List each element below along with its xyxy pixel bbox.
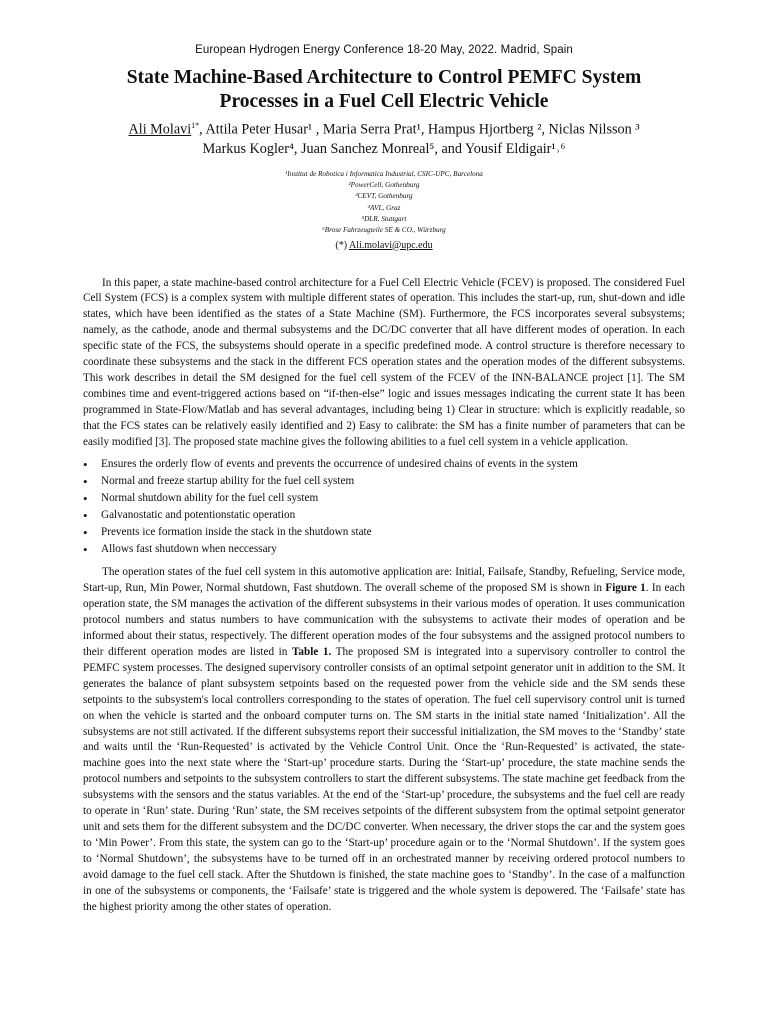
abilities-list bbox=[83, 456, 685, 558]
list-item: • Allows fast shutdown when neccessary bbox=[83, 541, 685, 558]
affiliation-3: ³CEVT, Gothenburg bbox=[355, 192, 413, 201]
affiliation-4: ⁴AVL, Graz bbox=[367, 203, 401, 212]
paper-title-line-2: Processes in a Fuel Cell Electric Vehicle bbox=[219, 91, 549, 112]
paragraph-2-part-c: The proposed SM is integrated into a supervisory controller to control the PEMFC system processes. The designed supervisory controller consists of an optimal setpoint generator unit in addition to the SM. It generates the balance of plant subsystem setpoints based on the requested power from the vehicle side and the SM sends these setpoints to the subsystem's local controllers corresponding to the states of operation. The fuel cell supervisory control unit is turned on when the vehicle is started and the onboard computer turns on. The SM starts in the initial state named ‘Initialization’. All the subsystems are not still activated. If the different subsystems report their successful initialization, the SM moves to the ‘Standby’ state and waits until the ‘Run-Requested’ is activated by the Vehicle Control Unit. Once the ‘Run-Requested’ is activated, the state-machine goes into the next state where the ‘Start-up’ procedure starts. During the ‘Start-up’ procedure, the state machine sends the protocol numbers and setpoints to the subsystem controllers to start the different subsystems. The state machine get feedback from the subsystems with the sensors and the status variables. At the end of the ‘Start-up’ procedure, the subsystems and the fuel cell are ready to operate in ‘Run’ state. During ‘Run’ state, the SM receives setpoints of the different subsystem from the optimal setpoint generator unit and sets them for the different subsystem and the DC/DC converter. When necessary, the driver stops the car and the system goes to ‘Min Power’. From this state, the system can go to the ‘Start-up’ procedure again or to the ‘Normal Shutdown’. If the system goes to ‘Normal Shutdown’, the subsystems have to be turned off in an orchestrated manner by receiving ordered protocol numbers to avoid damage to the fuel cell stack. After the Shutdown is finished, the state machine goes to ‘Standby’. In the case of a malfunction in one of the subsystems or components, the ‘Failsafe’ state is triggered and the whole system is depowered. The ‘Failsafe’ state has the highest priority among the other states of operation. bbox=[83, 646, 685, 913]
list-item: • Galvanostatic and potentionstatic operation bbox=[83, 507, 685, 524]
contact-prefix: (*) bbox=[335, 239, 349, 251]
paragraph-2 bbox=[83, 565, 685, 915]
affiliation-2: ²PowerCell, Gothenburg bbox=[348, 181, 420, 190]
affiliation-1: ¹Institut de Robotica i Informatica Industrial, CSIC-UPC, Barcelona bbox=[285, 169, 483, 178]
table-1-reference: Table 1. bbox=[291, 646, 332, 659]
list-item: • Ensures the orderly flow of events and prevents the occurrence of undesired chains of events in the system bbox=[83, 456, 685, 473]
paragraph-1: In this paper, a state machine-based control architecture for a Fuel Cell Electric Vehicle (FCEV) is proposed. The considered Fuel Cell System (FCS) is a complex system with multiple different states of operation. This includes the start-up, run, shut-down and idle states, which have been identified as the states of a State Machine (SM). Furthermore, the FCS incorporates several subsystems; namely, as the cathode, anode and thermal subsystems and the DC/DC converter that all have different modes of operation. In each specific state of the FCS, the subsystems should operate in a specific predefined mode. A control structure is therefore necessary to coordinate these subsystems and the stack in the different FCS operation states and the operation modes of the different subsystems. This work describes in detail the SM designed for the fuel cell system of the FCEV of the INN-BALANCE project [1]. The SM combines time and event-triggered actions based on “if-then-else” logic and issues messages indicating the current state It has been programmed in State-Flow/Matlab and has several advantages, including being 1) Clear in structure: which is explicitly readable, so that the FCS states can be relatively easily identified and 2) Easy to calibrate: the SM has a finite number of parameters that can be easily modified [3]. The proposed state machine gives the following abilities to a fuel cell system in a vehicle application. bbox=[83, 276, 685, 448]
author-line-1-rest: , Attila Peter Husar¹ , Maria Serra Prat¹, Hampus Hjortberg ², Niclas Nilsson ³ bbox=[199, 121, 640, 138]
figure-1-reference: Figure 1 bbox=[605, 582, 646, 595]
affiliation-list bbox=[83, 169, 685, 237]
author-list bbox=[83, 116, 685, 159]
conference-header: European Hydrogen Energy Conference 18-20 May, 2022. Madrid, Spain bbox=[195, 44, 573, 56]
author-line-1 bbox=[83, 116, 685, 140]
paragraph-2-part-b: . In each operation state, the SM manages the activation of the different subsystems in their various modes of operation. It uses communication protocol numbers and status numbers to have communication with the subsystems to activate their modes of operation and be informed about their status, respectively. The different operation modes of the four subsystems and the assigned protocol numbers to their different operation modes are listed in bbox=[83, 582, 686, 659]
paper-title bbox=[83, 66, 685, 114]
list-item: • Normal and freeze startup ability for the fuel cell system bbox=[83, 473, 685, 490]
list-item: • Prevents ice formation inside the stack in the shutdown state bbox=[83, 524, 685, 541]
paper-title-line-1: State Machine-Based Architecture to Control PEMFC System bbox=[126, 67, 642, 88]
contact-email-link[interactable]: Ali.molavi@upc.edu bbox=[348, 239, 433, 251]
paragraph-2-part-a: The operation states of the fuel cell system in this automotive application are: Initial, Failsafe, Standby, Refueling, Service mode, Start-up, Run, Min Power, Normal shutdown, Fast shutdown. The overall scheme of the proposed SM is shown in bbox=[83, 566, 685, 595]
affiliation-5: ⁵DLR, Stuttgart bbox=[361, 214, 407, 223]
list-item: • Normal shutdown ability for the fuel cell system bbox=[83, 490, 685, 507]
author-line-2: Markus Kogler⁴, Juan Sanchez Monreal⁵, and Yousif Eldigair¹˒⁶ bbox=[202, 140, 566, 157]
affiliation-6: ⁶Brose Fahrzeugteile SE & CO., Würzburg bbox=[322, 226, 446, 235]
first-author: Ali Molavi bbox=[128, 121, 192, 138]
abstract-body bbox=[83, 276, 685, 916]
corresponding-contact bbox=[83, 240, 685, 251]
first-author-superscript: 1* bbox=[191, 121, 200, 130]
